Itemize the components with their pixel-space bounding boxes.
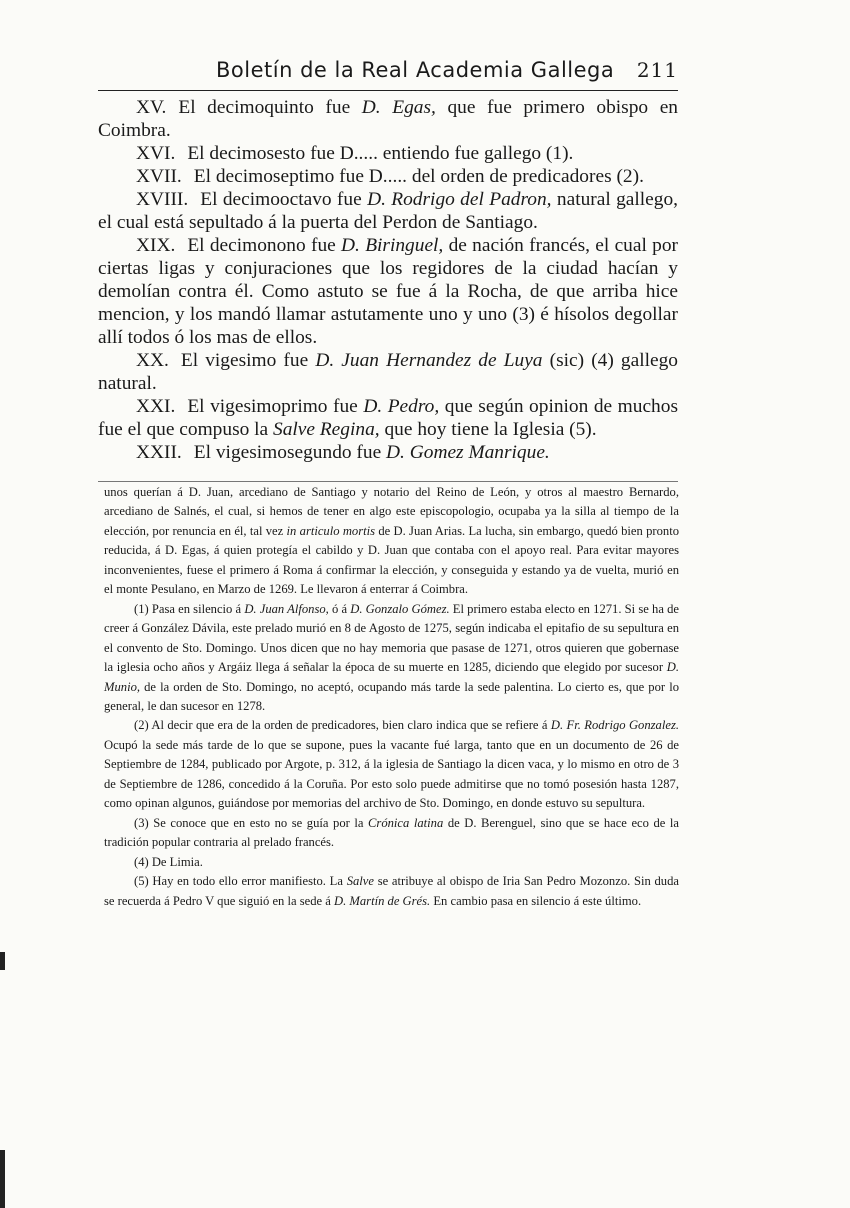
entry-xvi: XVI. El decimosesto fue D..... entiendo fue gallego (1). [136, 143, 574, 164]
running-header [98, 56, 678, 91]
page-number: 211 [636, 58, 678, 82]
entry-xxi: XXI. El vigesimoprimo fue D. Pedro, que según opinion de muchos fue el que compuso la Salve Regina, que hoy tiene la Iglesia (5). [98, 396, 678, 440]
binding-mark [0, 1150, 5, 1208]
footnote-4: (4) De Limia. [134, 854, 203, 869]
entry-xvii: XVII. El decimoseptimo fue D..... del orden de predicadores (2). [136, 166, 644, 187]
footnote-divider [98, 481, 678, 482]
footnote-5: (5) Hay en todo ello error manifiesto. La Salve se atribuye al obispo de Iria San Pedro Mozonzo. Sin duda se recuerda á Pedro V que siguió en la sede á D. Martín de Grés. En cambio pasa en silencio á este último. [104, 874, 679, 908]
entry-xx: XX. El vigesimo fue D. Juan Hernandez de Luya (sic) (4) gallego natural. [98, 350, 679, 394]
binding-mark [0, 952, 5, 970]
footnote-2: (2) Al decir que era de la orden de predicadores, bien claro indica que se refiere á D. Fr. Rodrigo Gonzalez. Ocupó la sede más tarde de lo que se supone, pues la vacante fué larga, tanto que en un documento de 26 de Septiembre de 1284, publicado por Argote, p. 312, á la iglesia de Santiago la dicen vaca, y lo mismo en otro de 3 de Septiembre de 1286, concedido á la Coruña. Por esto solo puede admitirse que no tomó posesión hasta 1287, como opinan algunos, guiándose por memorias del archivo de Sto. Domingo, en donde estuvo su sepultura. [104, 718, 679, 811]
footnote-3: (3) Se conoce que en esto no se guía por la Crónica latina de D. Berenguel, sino que se hace eco de la tradición popular contraria al prelado francés. [104, 815, 680, 850]
footnote-1: (1) Pasa en silencio á D. Juan Alfonso, ó á D. Gonzalo Gómez. El primero estaba electo en 1271. Si se ha de creer á González Dávila, este prelado murió en 8 de Agosto de 1275, según indicaba el epitafio de su sepultura en el convento de Sto. Domingo. Unos dicen que no hay memoria que pasase de 1271, otros quieren que gobernase la iglesia ocho años y Argáiz llega á señalar la época de su muerte en 1285, diciendo que elegido por sucesor D. Munio, de la orden de Sto. Domingo, no aceptó, ocupando más tarde la sede palentina. Lo cierto es, que por lo general, le dan sucesor en 1278. [104, 601, 679, 713]
entry-xxii: XXII. El vigesimosegundo fue D. Gomez Manrique. [136, 442, 550, 463]
entry-xix: XIX. El decimonono fue D. Biringuel, de nación francés, el cual por ciertas ligas y conjuraciones que los regidores de la ciudad hacían y demolían contra él. Como astuto se fue á la Rocha, de que arriba hice mencion, y los mandó llamar astutamente uno y uno (3) é hísolos degollar allí todos ó los mas de ellos. [98, 235, 679, 348]
main-text [98, 96, 678, 464]
journal-title: Boletín de la Real Academia Gallega [216, 58, 615, 82]
entry-xviii: XVIII. El decimooctavo fue D. Rodrigo del Padron, natural gallego, el cual está sepultado á la puerta del Perdon de Santiago. [98, 189, 678, 233]
footnotes [104, 483, 679, 911]
footnote-continuation: unos querían á D. Juan, arcediano de Santiago y notario del Reino de León, y otros al maestro Bernardo, arcediano de Salnés, el cual, si hemos de tener en algo este episcopologio, ocupaba ya la silla al tiempo de la elección, por renuncia en él, tal vez in articulo mortis de D. Juan Arias. La lucha, sin embargo, quedó bien pronto reducida, á D. Egas, á quien protegía el cabildo y D. Juan que contaba con el apoyo real. Para evitar mayores inconvenientes, fuese el primero á Roma á confirmar la elección, y conseguida y estando ya de vuelta, murió en el monte Pesulano, en Marzo de 1269. Le llevaron á enterrar á Coimbra. [104, 485, 679, 597]
entry-xv: XV. El decimoquinto fue D. Egas, que fue primero obispo en Coimbra. [98, 97, 678, 141]
